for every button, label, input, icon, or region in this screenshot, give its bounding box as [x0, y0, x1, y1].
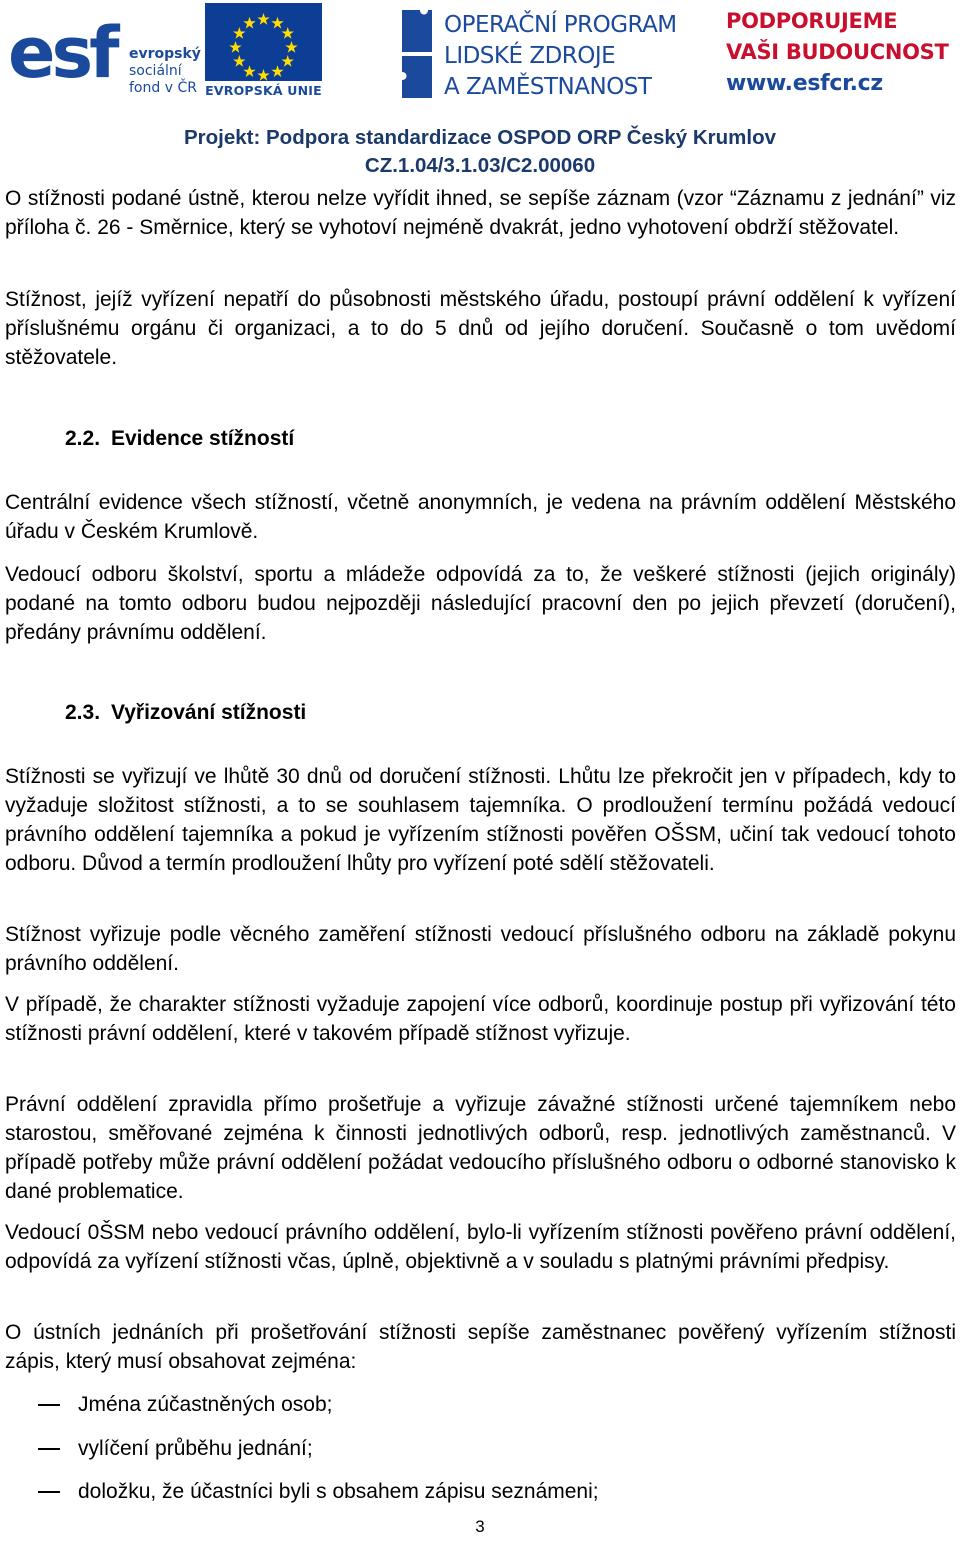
- section-heading-2-3: [65, 698, 306, 727]
- paragraph-6: Stížnost vyřizuje podle věcného zaměření stížnosti vedoucí příslušného odboru na základě pokynu právního oddělení.: [5, 923, 956, 975]
- list-item-text: vylíčení průběhu jednání;: [78, 1437, 313, 1460]
- esf-logo-block: [8, 4, 204, 104]
- section-heading-2-2: [65, 424, 294, 453]
- puzzle-icon: [398, 8, 436, 100]
- list-item: [38, 1477, 599, 1506]
- pod-line-2: VAŠI BUDOUCNOST: [726, 40, 949, 64]
- project-name: Projekt: Podpora standardizace OSPOD ORP Český Krumlov: [183, 126, 777, 149]
- esfcr-url: www.esfcr.cz: [726, 71, 883, 96]
- podporujeme-logo: [726, 6, 949, 99]
- dash-bullet-icon: [38, 1448, 60, 1450]
- section-number: 2.2.: [65, 427, 101, 450]
- list-item-text: Jména zúčastněných osob;: [78, 1393, 333, 1416]
- paragraph-5: Stížnosti se vyřizují ve lhůtě 30 dnů od doručení stížnosti. Lhůtu lze překročit jen v případech, kdy to vyžaduje složitost stížnosti, a to se souhlasem tajemníka. O prodloužení termínu požádá vedoucí právního oddělení tajemníka a pokud je vyřízením stížnosti pověřen OŠSM, učiní tak vedoucí tohoto odboru. Důvod a termín prodloužení lhůty pro vyřízení poté sdělí stěžovateli.: [5, 765, 956, 875]
- list-item: [38, 1390, 332, 1419]
- esf-line-1: evropský: [129, 46, 201, 62]
- op-logo-text: [444, 10, 677, 103]
- project-title: [0, 124, 960, 180]
- op-line-1: OPERAČNÍ PROGRAM: [444, 12, 677, 38]
- op-logo-block: [398, 6, 698, 106]
- eu-label: EVROPSKÁ UNIE: [205, 83, 322, 98]
- eu-stars-icon: [205, 3, 322, 81]
- esf-line-2: sociální: [129, 63, 182, 79]
- paragraph-10: O ústních jednáních při prošetřování stížnosti sepíše zaměstnanec pověřený vyřízením stížnosti zápis, který musí obsahovat zejména:: [5, 1321, 956, 1373]
- op-line-3: A ZAMĚSTNANOST: [444, 74, 652, 100]
- list-item-text: doložku, že účastníci byli s obsahem zápisu seznámeni;: [78, 1480, 599, 1503]
- pod-line-1: PODPORUJEME: [726, 9, 898, 33]
- paragraph-4: Vedoucí odboru školství, sportu a mládeže odpovídá za to, že veškeré stížnosti (jejich originály) podané na tomto odboru budou nejpozději následující pracovní den po jejich převzetí (doručení), předány právnímu oddělení.: [5, 563, 956, 644]
- paragraph-9: Vedoucí 0ŠSM nebo vedoucí právního oddělení, bylo-li vyřízením stížnosti pověřeno právní oddělení, odpovídá za vyřízení stížnosti včas, úplně, objektivně a v souladu s platnými právními předpisy.: [5, 1221, 956, 1273]
- project-code: CZ.1.04/3.1.03/C2.00060: [364, 154, 596, 177]
- op-line-2: LIDSKÉ ZDROJE: [444, 43, 616, 69]
- page-number: 3: [475, 1517, 485, 1536]
- section-number: 2.3.: [65, 701, 101, 724]
- dash-bullet-icon: [38, 1491, 60, 1493]
- paragraph-2: Stížnost, jejíž vyřízení nepatří do působnosti městského úřadu, postoupí právní oddělení k vyřízení příslušnému orgánu či organizaci, a to do 5 dnů od jejího doručení. Současně o tom uvědomí stěžovatele.: [5, 288, 956, 369]
- section-title: Evidence stížností: [111, 427, 295, 450]
- dash-bullet-icon: [38, 1404, 60, 1406]
- esf-logo: esf: [8, 12, 116, 94]
- list-item: [38, 1434, 313, 1463]
- paragraph-8: Právní oddělení zpravidla přímo prošetřuje a vyřizuje závažné stížnosti určené tajemníkem nebo starostou, směřované zejména k činnosti jednotlivých odborů, resp. jednotlivých zaměstnanců. V případě potřeby může právní oddělení požádat vedoucího příslušného odboru o odborné stanovisko k dané problematice.: [5, 1093, 956, 1203]
- eu-flag-icon: [205, 3, 322, 81]
- eu-logo-block: [205, 3, 322, 101]
- esf-logo-text: [129, 46, 201, 97]
- paragraph-7: V případě, že charakter stížnosti vyžaduje zapojení více odborů, koordinuje postup při vyřizování této stížnosti právní oddělení, které v takovém případě stížnost vyřizuje.: [5, 993, 956, 1045]
- paragraph-3: Centrální evidence všech stížností, včetně anonymních, je vedena na právním oddělení Městského úřadu v Českém Krumlově.: [5, 491, 956, 543]
- paragraph-1: O stížnosti podané ústně, kterou nelze vyřídit ihned, se sepíše záznam (vzor “Záznamu z jednání” viz příloha č. 26 - Směrnice, který se vyhotoví nejméně dvakrát, jedno vyhotovení obdrží stěžovatel.: [5, 187, 956, 239]
- section-title: Vyřizování stížnosti: [111, 701, 307, 724]
- esf-line-3: fond v ČR: [129, 80, 197, 96]
